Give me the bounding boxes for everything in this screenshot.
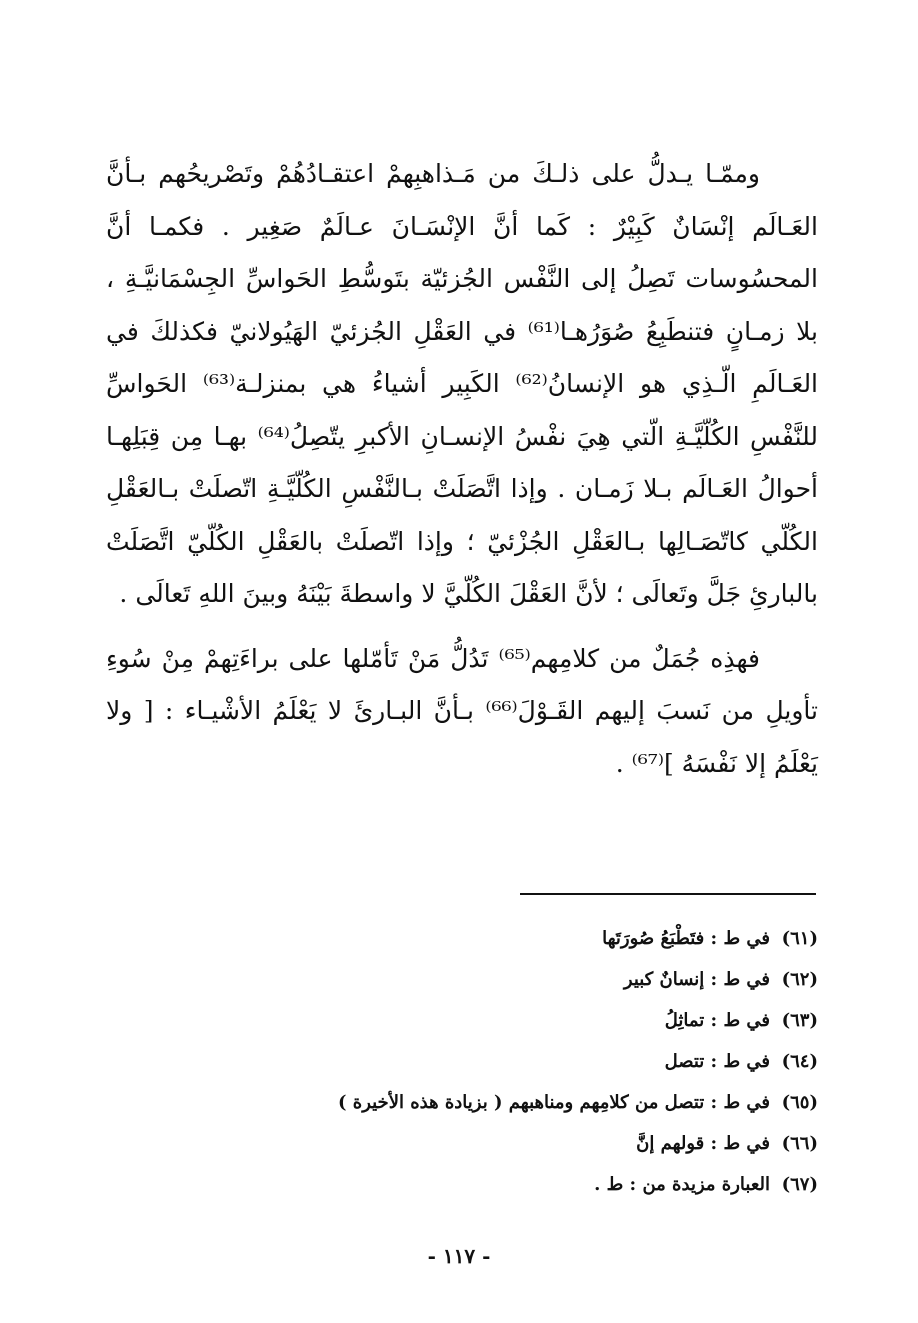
footnote-text: في ط : قولهم إنَّ — [636, 1133, 770, 1154]
footnote-number: (٦٦) — [781, 1133, 818, 1154]
footnote-65 — [106, 1082, 818, 1123]
footnote-text: العبارة مزيدة من : ط . — [594, 1174, 770, 1195]
paragraph-1: وممّـا يـدلُّ على ذلـكَ من مَـذاهبِهمْ اعتقـادُهُمْ وتَصْريحُهم بـأنَّ العَـالَم إنْسَانٌ كَبِيْرٌ : كَما أنَّ الإنْسَـانَ عـالَمٌ صَغِير . فكمـا أنَّ المحسُوسات تَصِلُ إلى النَّفْس الجُزئيّة بتَوسُّطِ الحَواسِّ الجِسْمَانيَّـةِ ، بلا زمـانٍ فتنطَبِعُ صُوَرُهـا⁽⁶¹⁾ في العَقْلِ الجُزئيّ الهَيُولانيّ فكذلكَ في العَـالَمِ الّـذِي هو الإنسانُ⁽⁶²⁾ الكَبِير أشياءُ هي بمنزلـة⁽⁶³⁾ الحَواسِّ للنَّفْسِ الكُلّيَّـةِ الّتي هِيَ نفْسُ الإنسـانِ الأكبرِ يتّصِلُ⁽⁶⁴⁾ بهـا مِن قِبَلِهـا أحوالُ العَـالَم بـلا زَمـان . وإذا اتَّصَلَتْ بـالنَّفْسِ الكُلّيَّـةِ اتّصلَتْ بـالعَقْلِ الكُلّي كاتّصَـالِها بـالعَقْلِ الجُزْئيّ ؛ وإذا اتّصلَتْ بالعَقْلِ الكُلّيّ اتَّصَلَتْ بالبارئِ جَلَّ وتَعالَى ؛ لأنَّ العَقْلَ الكُلّيَّ لا واسطةَ بَيْنَهُ وبينَ اللهِ تَعالَى . — [106, 159, 819, 608]
footnote-number: (٦٥) — [781, 1092, 818, 1113]
footnote-text: في ط : تتصل — [664, 1051, 770, 1072]
footnote-text: في ط : تماثِلُ — [664, 1010, 770, 1031]
footnote-text: في ط : فتَطْبَعُ صُورَتَها — [602, 928, 770, 949]
footnote-number: (٦٤) — [781, 1051, 818, 1072]
page-number: - ١١٧ - — [427, 1244, 491, 1268]
footnote-67 — [106, 1164, 818, 1205]
main-text — [106, 148, 818, 790]
footnote-63 — [106, 1000, 818, 1041]
footnote-number: (٦٧) — [781, 1174, 818, 1195]
footnote-66 — [106, 1123, 818, 1164]
footnote-number: (٦٢) — [781, 969, 818, 990]
footnote-number: (٦١) — [781, 928, 818, 949]
footnote-number: (٦٣) — [781, 1010, 818, 1031]
footnote-61 — [106, 918, 818, 959]
footnote-text: في ط : إنسانٌ كبير — [623, 969, 770, 990]
footnote-text: في ط : تتصل من كلامِهم ومناهبهم ( بزيادة هذه الأخيرة ) — [337, 1092, 770, 1113]
footnote-divider — [520, 893, 816, 895]
footnote-62 — [106, 959, 818, 1000]
footnotes — [106, 918, 818, 1205]
footnote-64 — [106, 1041, 818, 1082]
paragraph-2: فهذِه جُمَلٌ من كلامِهم⁽⁶⁵⁾ تَدُلُّ مَنْ تَأمّلها على براءَتِهمْ مِنْ سُوءِ تأويلِ من نَسبَ إليهم القَـوْلَ⁽⁶⁶⁾ بـأنَّ البـارئَ لا يَعْلَمُ الأشْيـاء : [ ولا يَعْلَمُ إلا نَفْسَهُ ]⁽⁶⁷⁾ . — [106, 643, 818, 778]
